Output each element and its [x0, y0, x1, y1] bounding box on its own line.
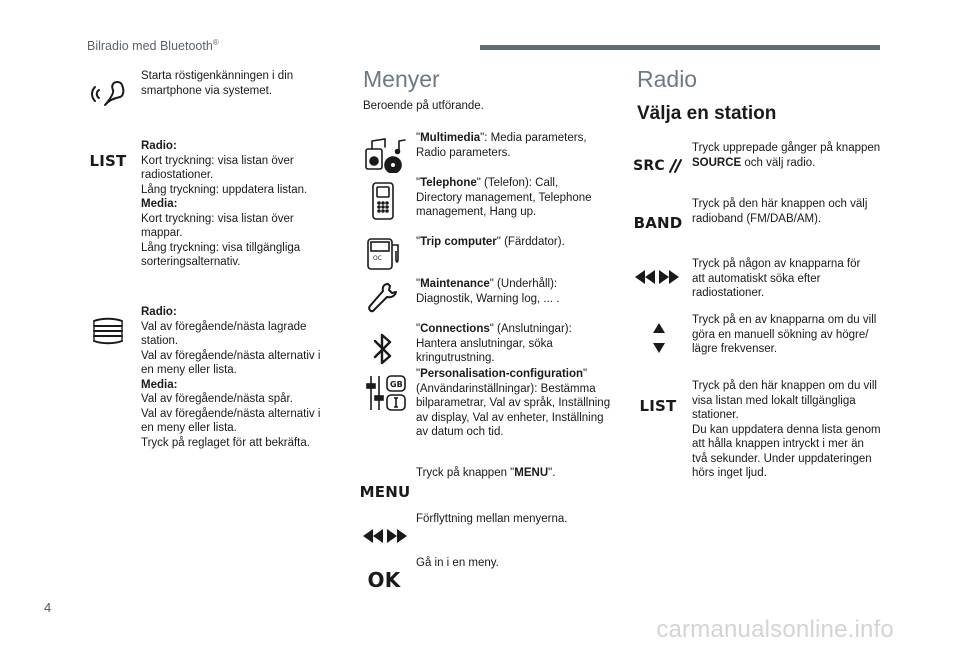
trip-computer-icon — [364, 236, 404, 272]
menu-item-trip-computer: "Trip computer" (Färddator). — [416, 236, 565, 248]
source-text: Tryck upprepade gånger på knappen SOURCE och välj radio. — [692, 142, 881, 169]
manual-search-text: Tryck på en av knapparna om du vill göra en manuell sökning av högre/ lägre frekvenser. — [692, 314, 877, 355]
radio-title: Radio — [637, 66, 698, 92]
menu-item-telephone: "Telephone" (Telefon): Call, Directory management, Telephone management, Hang up. — [416, 177, 592, 218]
voice-text: Starta röstigenkänningen i din smartphone via systemet. — [141, 70, 294, 97]
multimedia-icon — [362, 137, 408, 173]
list-icon: LIST — [639, 397, 677, 415]
menu-button-text: Tryck på knappen "MENU". — [416, 467, 556, 479]
list-icon: LIST — [89, 152, 127, 170]
thumbwheel-description: Radio: Val av föregående/nästa lagrade station. Val av föregående/nästa alternativ i en meny eller lista. Media: Val av föregående/nästa spår. Val av föregående/nästa alternativ i en meny eller lista. Tryck på reglaget för att bekräfta. — [141, 306, 321, 449]
station-list-text: Tryck på den här knappen om du vill visa listan med lokalt tillgängliga stationer. Du kan uppdatera denna lista genom att hålla knappen intryckt i mer än två sekunder. Under uppdateringen hörs inget ljud. — [692, 380, 881, 479]
menus-title: Menyer — [363, 66, 440, 92]
thumbwheel-icon — [88, 314, 128, 346]
seek-arrows-icon — [634, 268, 680, 286]
menu-button-icon: MENU — [359, 483, 411, 501]
ok-button-icon: OK — [367, 568, 401, 592]
seek-text: Tryck på någon av knapparna för att automatiskt söka efter radiostationer. — [692, 258, 861, 299]
header-bar — [480, 45, 880, 50]
bluetooth-icon — [370, 330, 396, 368]
ok-text: Gå in i en meny. — [416, 557, 499, 569]
select-station-subtitle: Välja en station — [637, 103, 777, 124]
menu-item-maintenance: "Maintenance" (Underhåll): Diagnostik, Warning log, ... . — [416, 278, 560, 305]
list-description: Radio: Kort tryckning: visa listan över radiostationer. Lång tryckning: uppdatera listan. Media: Kort tryckning: visa listan över mappar. Lång tryckning: visa tillgängliga sorteringsalternativ. — [141, 140, 308, 268]
watermark: carmanualsonline.info — [656, 616, 894, 643]
source-button-icon: SRC — [632, 156, 684, 176]
svg-text:OC: OC — [373, 255, 382, 262]
page-number: 4 — [44, 600, 52, 615]
menus-intro: Beroende på utförande. — [363, 100, 484, 112]
voice-recognition-icon — [88, 78, 128, 108]
up-down-arrows-icon — [650, 320, 668, 356]
navigation-text: Förflyttning mellan menyerna. — [416, 513, 568, 525]
previous-next-arrows-icon — [362, 527, 408, 545]
svg-text:GB: GB — [390, 380, 403, 389]
band-text: Tryck på den här knappen och välj radioband (FM/DAB/AM). — [692, 198, 868, 225]
wrench-icon — [364, 280, 402, 316]
menu-item-personalisation: "Personalisation-configuration" (Användarinställningar): Bestämma bilparametrar, Val av språk, Inställning av display, Val av enheter, Inställning av datum och tid. — [416, 368, 611, 438]
settings-sliders-icon — [364, 374, 408, 412]
telephone-icon — [368, 180, 398, 222]
band-button-icon: BAND — [633, 214, 683, 232]
page-header-title: Bilradio med Bluetooth® — [87, 38, 219, 54]
menu-item-multimedia: "Multimedia": Media parameters, Radio parameters. — [416, 132, 587, 159]
menu-item-connections: "Connections" (Anslutningar): Hantera anslutningar, söka kringutrustning. — [416, 323, 572, 364]
